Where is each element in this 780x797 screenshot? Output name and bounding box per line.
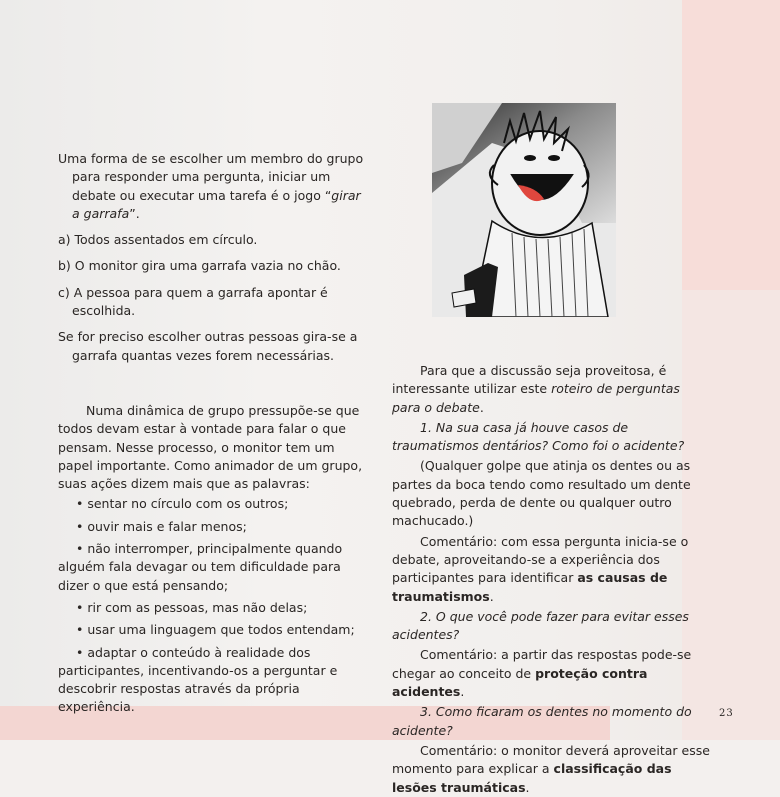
question-3 <box>392 703 712 740</box>
dynamics-paragraph: Numa dinâmica de grupo pressupõe-se que todos devam estar à vontade para falar o que pensam. Nesse processo, o monitor tem um papel importante. Como animador de um grupo, suas ações dizem mais que as palavras: <box>58 403 363 492</box>
question-1-note: (Qualquer golpe que atinja os dentes ou as partes da boca tendo como resultado um dente quebrado, perda de dente ou qualquer outro machucado.) <box>392 458 691 529</box>
question-2-text: 2. O que você pode fazer para evitar esses acidentes? <box>392 608 689 643</box>
question-3-text: 3. Como ficaram os dentes no momento do acidente? <box>392 704 692 738</box>
right-intro-end: . <box>479 399 484 415</box>
comment-1-end: . <box>489 588 494 604</box>
comment-3 <box>392 742 712 797</box>
question-2 <box>392 608 712 645</box>
right-intro-paragraph <box>392 362 712 417</box>
comment-1-bold: as causas de traumatismos <box>392 570 668 604</box>
comment-2-text: Comentário: a partir das respostas pode-se chegar ao conceito de <box>392 647 692 681</box>
list-item-b: b) O monitor gira uma garrafa vazia no chão. <box>58 258 341 274</box>
comment-1 <box>392 533 712 606</box>
repeat-paragraph: Se for preciso escolher outras pessoas gira-se a garrafa quantas vezes forem necessárias. <box>58 329 358 363</box>
bullet-item: • ouvir mais e falar menos; <box>76 518 247 534</box>
comment-3-end: . <box>525 779 530 795</box>
comment-2-bold: proteção contra acidentes <box>392 665 648 700</box>
list-item-c: c) A pessoa para quem a garrafa apontar é escolhida. <box>58 284 328 319</box>
comment-3-bold: classificação das lesões traumáticas <box>392 761 672 795</box>
bullet-item: • sentar no círculo com os outros; <box>76 496 289 512</box>
intro-text: Uma forma de se escolher um membro do grupo para responder uma pergunta, iniciar um debate ou executar uma tarefa é o jogo “ <box>58 151 364 203</box>
right-intro-italic: roteiro de perguntas para o debate <box>392 381 680 415</box>
cartoon-smiling-boy-icon <box>432 103 616 317</box>
cartoon-illustration <box>432 103 616 317</box>
comment-2 <box>392 646 712 701</box>
question-1-text: 1. Na sua casa já houve casos de traumatismos dentários? Como foi o acidente? <box>392 419 685 454</box>
right-column <box>392 362 712 797</box>
intro-text-end: ”. <box>129 205 140 221</box>
question-1 <box>392 419 712 456</box>
bullet-item: • adaptar o conteúdo à realidade dos participantes, incentivando-os a perguntar e descobrir respostas através da própria experiência. <box>58 644 338 715</box>
bullet-item: • usar uma linguagem que todos entendam; <box>76 622 355 638</box>
intro-paragraph <box>58 150 368 223</box>
bullet-item: • rir com as pessoas, mas não delas; <box>76 599 308 615</box>
comment-2-end: . <box>460 684 465 700</box>
intro-italic-text: girar a garrafa <box>72 187 361 221</box>
comment-1-text: Comentário: com essa pergunta inicia-se o debate, aproveitando-se a experiência dos participantes para identificar <box>392 533 689 586</box>
left-column <box>58 150 368 365</box>
list-item-a: a) Todos assentados em círculo. <box>58 232 258 248</box>
left-column-lower <box>58 402 368 717</box>
right-intro-text: Para que a discussão seja proveitosa, é interessante utilizar este <box>392 363 667 397</box>
comment-3-text: Comentário: o monitor deverá aproveitar esse momento para explicar a <box>392 742 710 777</box>
bullet-item: • não interromper, principalmente quando alguém fala devagar ou tem dificuldade para dizer o que está pensando; <box>58 541 343 593</box>
page-number: 23 <box>719 708 734 719</box>
